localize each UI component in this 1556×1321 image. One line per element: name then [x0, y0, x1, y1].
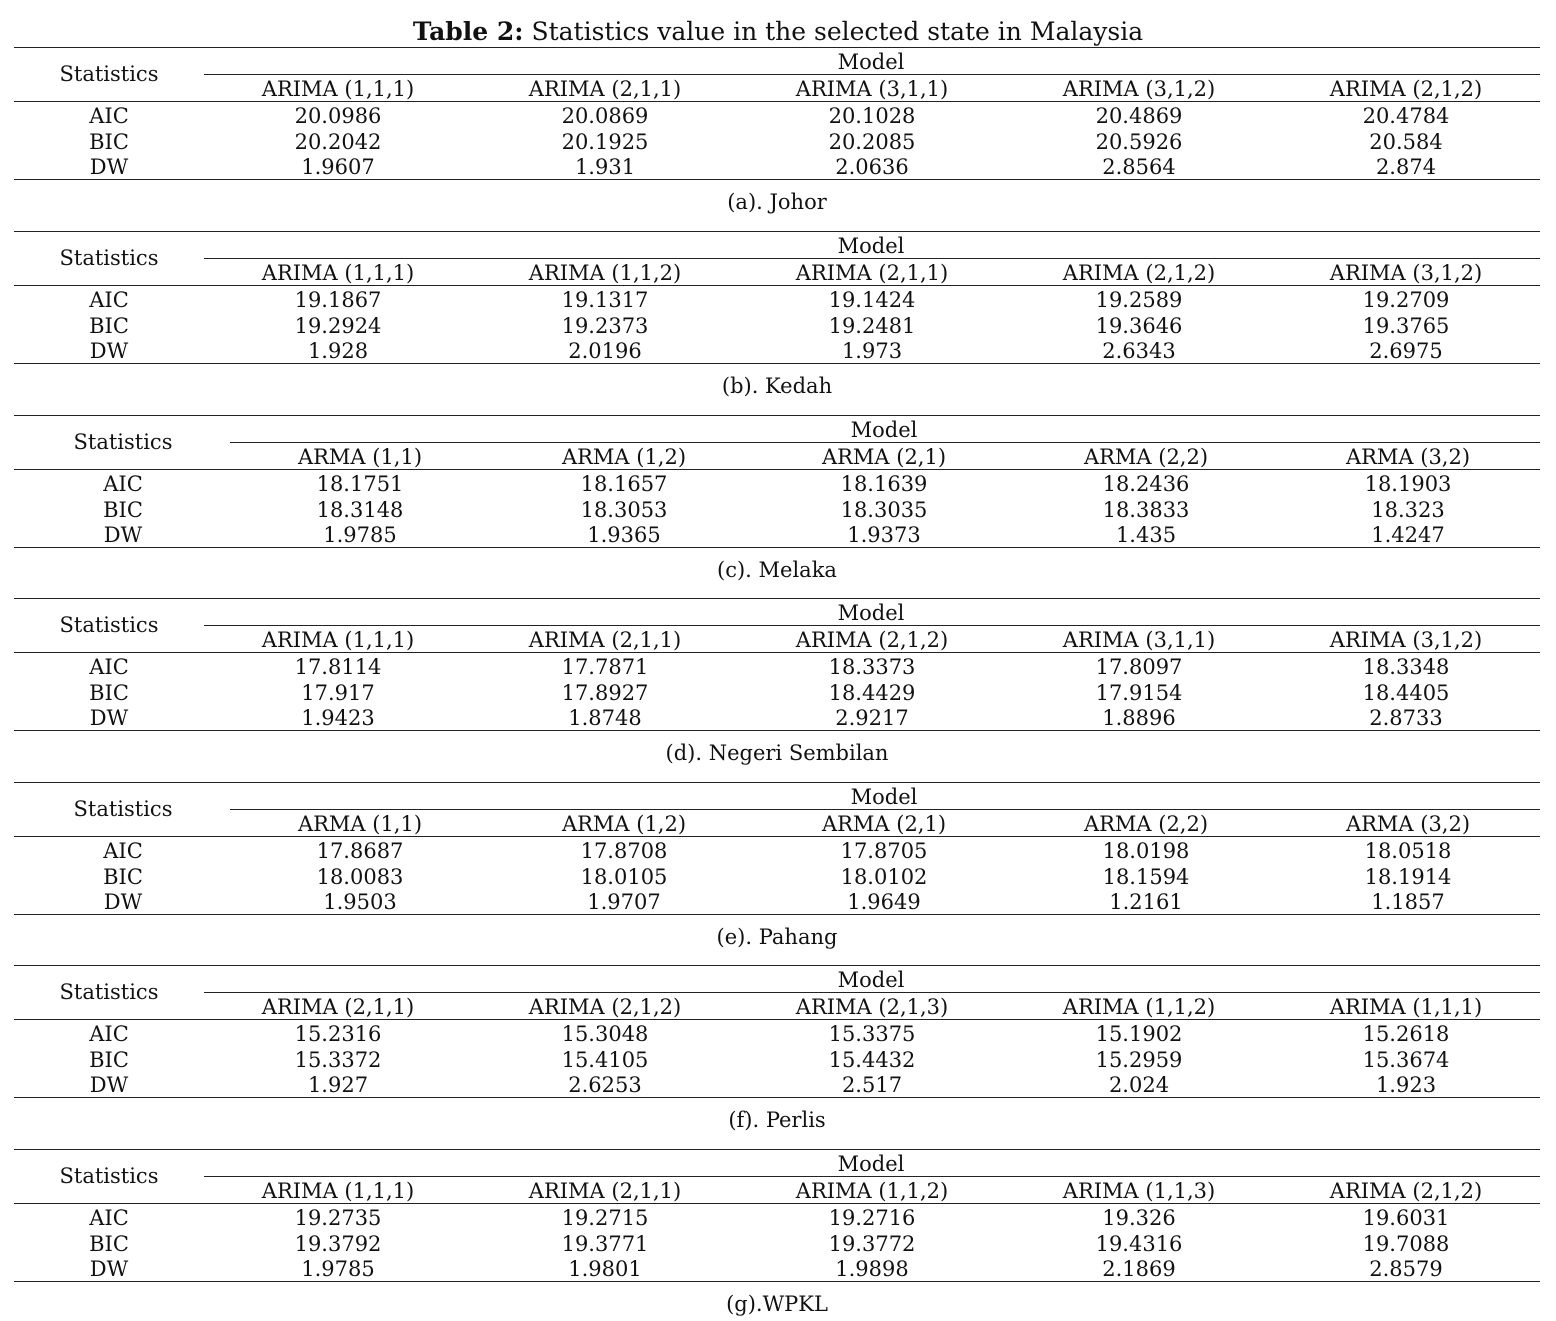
stats-table — [14, 782, 1540, 954]
model-column-header: ARMA (2,2) — [1083, 445, 1209, 469]
table-cell: 19.1867 — [294, 288, 382, 312]
statistics-header: Statistics — [73, 797, 173, 821]
model-column-header: ARIMA (1,1,2) — [795, 1179, 949, 1203]
table-top-rule — [14, 231, 1540, 232]
statistics-header: Statistics — [59, 62, 159, 86]
table-cell: 17.9154 — [1095, 680, 1183, 705]
table-cell: 1.9607 — [301, 155, 375, 179]
table-cell: 2.6253 — [568, 1073, 642, 1097]
table-cell: 18.0518 — [1364, 839, 1452, 863]
table-cell: 20.1028 — [828, 104, 916, 128]
table-cell: 1.9365 — [587, 523, 661, 547]
table-cell: 18.3053 — [580, 497, 668, 522]
table-cell: 15.4105 — [561, 1047, 649, 1072]
table-cell: 18.3833 — [1102, 497, 1190, 522]
table-cell: 18.3035 — [840, 497, 928, 522]
table-cell: 19.1317 — [561, 288, 649, 312]
table-caption: (e). Pahang — [716, 925, 838, 949]
statistic-row-label: AIC — [89, 1022, 129, 1046]
table-cell: 1.923 — [1375, 1073, 1437, 1097]
table-cell: 15.4432 — [828, 1047, 916, 1072]
table-cell: 15.2618 — [1362, 1022, 1450, 1046]
table-cell: 17.8097 — [1095, 655, 1183, 679]
statistic-row-label: DW — [89, 706, 129, 730]
model-column-header: ARIMA (2,1,3) — [795, 995, 949, 1019]
table-cell: 1.9785 — [323, 523, 397, 547]
model-column-header: ARIMA (1,1,1) — [261, 628, 415, 652]
table-cell: 1.1857 — [1371, 890, 1445, 914]
table-cell: 18.3373 — [828, 655, 916, 679]
model-column-header: ARIMA (1,1,1) — [261, 77, 415, 101]
table-cell: 18.0105 — [580, 864, 668, 889]
statistic-row-label: BIC — [89, 1047, 129, 1072]
table-cell: 18.323 — [1371, 497, 1445, 522]
table-cell: 1.8896 — [1102, 706, 1176, 730]
table-cell: 15.3375 — [828, 1022, 916, 1046]
table-cell: 2.517 — [841, 1073, 903, 1097]
table-cell: 20.1925 — [561, 129, 649, 154]
table-cell: 19.3646 — [1095, 313, 1183, 338]
model-column-header: ARIMA (2,1,1) — [528, 1179, 682, 1203]
table-cell: 19.3772 — [828, 1231, 916, 1256]
table-caption: (g).WPKL — [726, 1292, 828, 1316]
statistic-row-label: AIC — [89, 104, 129, 128]
table-cell: 17.917 — [301, 680, 375, 705]
table-cell: 19.7088 — [1362, 1231, 1450, 1256]
table-cell: 2.1869 — [1102, 1257, 1176, 1281]
model-column-header: ARMA (1,2) — [561, 445, 687, 469]
table-caption: (b). Kedah — [721, 374, 833, 398]
model-column-header: ARMA (3,2) — [1345, 812, 1471, 836]
table-cell: 1.2161 — [1109, 890, 1183, 914]
model-column-header: ARIMA (1,1,1) — [261, 1179, 415, 1203]
model-header: Model — [837, 601, 905, 625]
model-column-header: ARMA (2,1) — [821, 445, 947, 469]
table-cell: 18.1914 — [1364, 864, 1452, 889]
table-caption: (c). Melaka — [717, 558, 837, 582]
table-cell: 1.928 — [307, 339, 369, 363]
statistic-row-label: DW — [89, 155, 129, 179]
model-header: Model — [837, 1152, 905, 1176]
model-column-header: ARMA (2,2) — [1083, 812, 1209, 836]
statistics-header: Statistics — [59, 613, 159, 637]
model-column-header: ARIMA (2,1,2) — [1329, 77, 1483, 101]
stats-table — [14, 1149, 1540, 1321]
statistic-row-label: BIC — [103, 497, 143, 522]
table-cell: 2.6343 — [1102, 339, 1176, 363]
table-cell: 19.2481 — [828, 313, 916, 338]
statistic-row-label: BIC — [103, 864, 143, 889]
table-cell: 19.3765 — [1362, 313, 1450, 338]
statistic-row-label: AIC — [89, 288, 129, 312]
table-cell: 1.9373 — [847, 523, 921, 547]
table-cell: 18.4429 — [828, 680, 916, 705]
table-cell: 1.9503 — [323, 890, 397, 914]
model-column-header: ARIMA (3,1,2) — [1329, 261, 1483, 285]
table-cell: 20.4869 — [1095, 104, 1183, 128]
model-column-header: ARMA (1,1) — [297, 812, 423, 836]
table-cell: 20.584 — [1369, 129, 1443, 154]
table-cell: 18.2436 — [1102, 472, 1190, 496]
table-cell: 19.6031 — [1362, 1206, 1450, 1230]
table-cell: 18.3148 — [316, 497, 404, 522]
table-cell: 18.1751 — [316, 472, 404, 496]
table-cell: 19.2589 — [1095, 288, 1183, 312]
table-cell: 18.4405 — [1362, 680, 1450, 705]
statistic-row-label: DW — [89, 1073, 129, 1097]
statistic-row-label: DW — [103, 890, 143, 914]
table-cell: 20.0869 — [561, 104, 649, 128]
model-column-header: ARIMA (2,1,2) — [1329, 1179, 1483, 1203]
statistic-row-label: DW — [89, 339, 129, 363]
model-header: Model — [837, 50, 905, 74]
statistic-row-label: DW — [103, 523, 143, 547]
model-column-header: ARMA (1,2) — [561, 812, 687, 836]
table-cell: 18.0102 — [840, 864, 928, 889]
table-cell: 1.973 — [841, 339, 903, 363]
table-cell: 19.3792 — [294, 1231, 382, 1256]
table-cell: 1.9801 — [568, 1257, 642, 1281]
table-cell: 15.3674 — [1362, 1047, 1450, 1072]
model-column-header: ARIMA (2,1,1) — [528, 77, 682, 101]
table-cell: 2.0196 — [568, 339, 642, 363]
table-cell: 20.2042 — [294, 129, 382, 154]
table-cell: 18.1594 — [1102, 864, 1190, 889]
table-cell: 1.4247 — [1371, 523, 1445, 547]
statistic-row-label: BIC — [89, 1231, 129, 1256]
model-header: Model — [850, 785, 918, 809]
table-cell: 2.8564 — [1102, 155, 1176, 179]
table-cell: 19.4316 — [1095, 1231, 1183, 1256]
table-caption: (d). Negeri Sembilan — [665, 741, 889, 765]
table-cell: 1.9649 — [847, 890, 921, 914]
statistic-row-label: AIC — [89, 1206, 129, 1230]
stats-table — [14, 47, 1540, 219]
table-cell: 17.8705 — [840, 839, 928, 863]
table-cell: 2.9217 — [835, 706, 909, 730]
table-top-rule — [14, 598, 1540, 599]
table-cell: 19.2709 — [1362, 288, 1450, 312]
table-top-rule — [14, 1149, 1540, 1150]
table-cell: 19.2924 — [294, 313, 382, 338]
stats-table — [14, 598, 1540, 770]
model-header: Model — [850, 418, 918, 442]
table-cell: 20.0986 — [294, 104, 382, 128]
table-cell: 15.3048 — [561, 1022, 649, 1046]
statistic-row-label: AIC — [103, 839, 143, 863]
table-number: Table 2: — [412, 17, 524, 46]
model-column-header: ARIMA (3,1,1) — [1062, 628, 1216, 652]
model-column-header: ARIMA (1,1,3) — [1062, 1179, 1216, 1203]
model-column-header: ARIMA (3,1,2) — [1062, 77, 1216, 101]
table-title-text: Statistics value in the selected state in Malaysia — [531, 17, 1144, 46]
statistic-row-label: AIC — [103, 472, 143, 496]
model-column-header: ARIMA (2,1,2) — [1062, 261, 1216, 285]
statistics-header: Statistics — [59, 1164, 159, 1188]
model-column-header: ARIMA (1,1,1) — [1329, 995, 1483, 1019]
table-cell: 2.874 — [1375, 155, 1437, 179]
table-cell: 20.2085 — [828, 129, 916, 154]
table-cell: 1.435 — [1115, 523, 1177, 547]
stats-table — [14, 231, 1540, 403]
table-cell: 1.9898 — [835, 1257, 909, 1281]
statistics-header: Statistics — [73, 430, 173, 454]
model-column-header: ARIMA (2,1,1) — [528, 628, 682, 652]
table-cell: 1.927 — [307, 1073, 369, 1097]
table-cell: 1.9785 — [301, 1257, 375, 1281]
table-caption: (f). Perlis — [728, 1108, 826, 1132]
model-header: Model — [837, 234, 905, 258]
table-cell: 17.8114 — [294, 655, 382, 679]
table-cell: 19.2715 — [561, 1206, 649, 1230]
table-cell: 1.8748 — [568, 706, 642, 730]
model-column-header: ARIMA (3,1,1) — [795, 77, 949, 101]
table-cell: 15.3372 — [294, 1047, 382, 1072]
table-cell: 18.1903 — [1364, 472, 1452, 496]
table-cell: 1.931 — [574, 155, 636, 179]
table-cell: 19.1424 — [828, 288, 916, 312]
table-top-rule — [14, 965, 1540, 966]
model-column-header: ARIMA (2,1,2) — [795, 628, 949, 652]
statistic-row-label: BIC — [89, 313, 129, 338]
table-cell: 19.2373 — [561, 313, 649, 338]
table-cell: 20.4784 — [1362, 104, 1450, 128]
table-top-rule — [14, 47, 1540, 48]
table-cell: 18.3348 — [1362, 655, 1450, 679]
table-cell: 17.8927 — [561, 680, 649, 705]
table-cell: 19.2735 — [294, 1206, 382, 1230]
table-cell: 18.0198 — [1102, 839, 1190, 863]
table-cell: 19.3771 — [561, 1231, 649, 1256]
model-column-header: ARMA (1,1) — [297, 445, 423, 469]
table-cell: 18.1639 — [840, 472, 928, 496]
table-cell: 2.8579 — [1369, 1257, 1443, 1281]
model-header: Model — [837, 968, 905, 992]
table-cell: 1.9707 — [587, 890, 661, 914]
table-cell: 15.2316 — [294, 1022, 382, 1046]
table-cell: 2.6975 — [1369, 339, 1443, 363]
table-cell: 20.5926 — [1095, 129, 1183, 154]
model-column-header: ARMA (3,2) — [1345, 445, 1471, 469]
statistic-row-label: BIC — [89, 129, 129, 154]
statistics-header: Statistics — [59, 246, 159, 270]
table-cell: 17.8708 — [580, 839, 668, 863]
table-cell: 2.8733 — [1369, 706, 1443, 730]
stats-table — [14, 415, 1540, 587]
table-cell: 18.1657 — [580, 472, 668, 496]
statistic-row-label: AIC — [89, 655, 129, 679]
table-cell: 15.1902 — [1095, 1022, 1183, 1046]
model-column-header: ARIMA (2,1,1) — [261, 995, 415, 1019]
table-cell: 17.7871 — [561, 655, 649, 679]
table-cell: 18.0083 — [316, 864, 404, 889]
model-column-header: ARIMA (2,1,1) — [795, 261, 949, 285]
statistics-header: Statistics — [59, 980, 159, 1004]
table-cell: 2.0636 — [835, 155, 909, 179]
table-cell: 17.8687 — [316, 839, 404, 863]
table-cell: 15.2959 — [1095, 1047, 1183, 1072]
table-cell: 19.2716 — [828, 1206, 916, 1230]
table-top-rule — [14, 415, 1540, 416]
model-column-header: ARIMA (2,1,2) — [528, 995, 682, 1019]
statistic-row-label: DW — [89, 1257, 129, 1281]
table-cell: 1.9423 — [301, 706, 375, 730]
model-column-header: ARIMA (1,1,2) — [528, 261, 682, 285]
statistic-row-label: BIC — [89, 680, 129, 705]
model-column-header: ARIMA (1,1,1) — [261, 261, 415, 285]
model-column-header: ARMA (2,1) — [821, 812, 947, 836]
table-caption: (a). Johor — [727, 190, 827, 214]
stats-table — [14, 965, 1540, 1137]
table-cell: 19.326 — [1102, 1206, 1176, 1230]
model-column-header: ARIMA (1,1,2) — [1062, 995, 1216, 1019]
table-cell: 2.024 — [1108, 1073, 1170, 1097]
table-top-rule — [14, 782, 1540, 783]
table-title — [0, 14, 1556, 50]
model-column-header: ARIMA (3,1,2) — [1329, 628, 1483, 652]
